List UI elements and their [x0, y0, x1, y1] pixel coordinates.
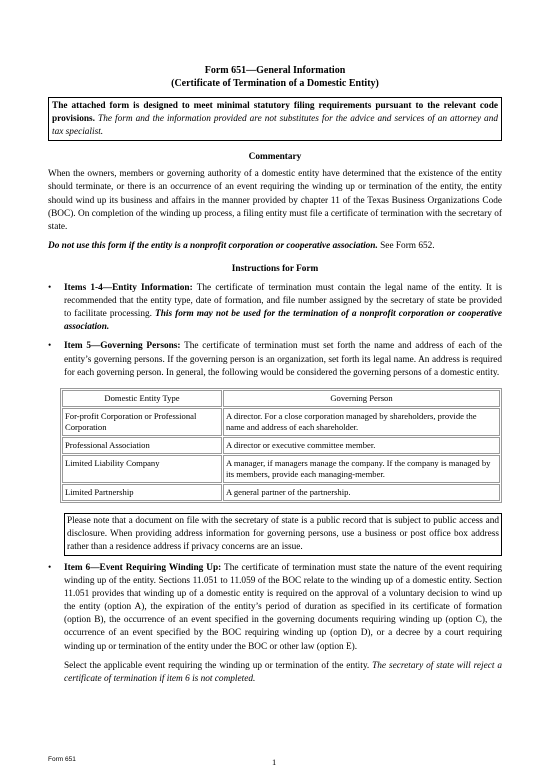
table-cell: A general partner of the partnership.: [223, 484, 500, 501]
item-1-4-emphasis: This form may not be used for the termination of a nonprofit corporation or cooperative association.: [64, 309, 502, 333]
table-row: [62, 455, 500, 483]
disclaimer-box: [48, 97, 502, 141]
commentary-heading: Commentary: [248, 152, 302, 163]
nonprofit-warning-reference: See Form 652.: [380, 240, 435, 251]
table-header-cell: Domestic Entity Type: [62, 390, 222, 407]
table-cell: Limited Liability Company: [62, 455, 222, 483]
bullet-icon: •: [48, 562, 52, 573]
select-event-warning: The secretary of state will reject a certificate of termination if item 6 is not completed.: [64, 660, 502, 684]
footer-form-label: Form 651: [48, 756, 76, 763]
table-cell: Professional Association: [62, 437, 222, 454]
item-6-label: Item 6—Event Requiring Winding Up:: [64, 562, 222, 573]
disclaimer-italic-text: The form and the information provided are not substitutes for the advice and services of an attorney and tax specialist.: [52, 114, 498, 138]
page-subtitle: (Certificate of Termination of a Domestic Entity): [171, 78, 379, 89]
item-5-label: Item 5—Governing Persons:: [64, 341, 181, 352]
table-row: [62, 484, 500, 501]
table-cell: A director or executive committee member.: [223, 437, 500, 454]
nonprofit-warning-emphasis: Do not use this form if the entity is a nonprofit corporation or cooperative association.: [48, 240, 378, 251]
item-5-text: The certificate of termination must set forth the name and address of each of the entity’s governing persons. If the governing person is an organization, set forth its legal name. An address is required for each governing person. In general, the following would be considered the governing persons of a domestic entity.: [64, 341, 502, 378]
table-header-cell: Governing Person: [223, 390, 500, 407]
item-5-instruction: [48, 340, 502, 379]
item-6-instruction: [48, 562, 502, 654]
privacy-note-box: Please note that a document on file with the secretary of state is a public record that is subject to public access and disclosure. When providing address information for governing persons, use a business or post office box address rather than a residence address if privacy concerns are an issue.: [64, 513, 502, 556]
page-number: 1: [272, 757, 277, 767]
table-cell: Limited Partnership: [62, 484, 222, 501]
table-row: [62, 437, 500, 454]
table-row: [62, 408, 500, 436]
item-1-4-instruction: [48, 282, 502, 334]
table-cell: A director. For a close corporation managed by shareholders, provide the name and address of each shareholder.: [223, 408, 500, 436]
item-1-4-text: The certificate of termination must contain the legal name of the entity. It is recommended that the entity type, date of formation, and file number assigned by the secretary of state be provided to facilitate processing.: [64, 283, 503, 320]
document-page: [48, 64, 502, 686]
table-header-row: [62, 390, 500, 407]
bullet-icon: •: [48, 341, 52, 352]
select-event-text: Select the applicable event requiring the winding up or termination of the entity.: [64, 660, 370, 671]
nonprofit-warning: [48, 240, 502, 253]
governing-persons-table: [60, 388, 502, 503]
bullet-icon: •: [48, 283, 52, 294]
table-cell: A manager, if managers manage the company. If the company is managed by its members, provide each managing-member.: [223, 455, 500, 483]
disclaimer-bold-text: The attached form is designed to meet minimal statutory filing requirements pursuant to the relevant code provisions.: [52, 101, 498, 125]
instructions-heading: Instructions for Form: [231, 263, 319, 274]
item-6-text: The certificate of termination must state the nature of the event requiring winding up of the entity. Sections 11.051 to 11.059 of the BOC relate to the winding up of a domestic entity. Section 11.051 provides that winding up of a domestic entity is required on the approval of a voluntary decision to wind up the entity (option A), the expiration of the entity’s period of duration as specified in its certificate of formation (option B), the occurrence of an event specified in the governing documents requiring winding up (option C), the occurrence of an event specified by the BOC requiring winding up (option D), or a decree by a court requiring winding up or termination of the entity under the BOC or other law (option E).: [64, 562, 502, 652]
commentary-paragraph: When the owners, members or governing authority of a domestic entity have determined that the existence of the entity should terminate, or there is an occurrence of an event requiring the winding up or termination of the entity, the entity should wind up its business and affairs in the manner provided by chapter 11 of the Texas Business Organizations Code (BOC). On completion of the winding up process, a filing entity must file a certificate of termination with the secretary of state.: [48, 169, 502, 232]
item-1-4-label: Items 1-4—Entity Information:: [64, 283, 193, 294]
select-event-paragraph: [48, 660, 502, 686]
table-cell: For-profit Corporation or Professional Corporation: [62, 408, 222, 436]
page-title: Form 651—General Information: [204, 65, 346, 76]
